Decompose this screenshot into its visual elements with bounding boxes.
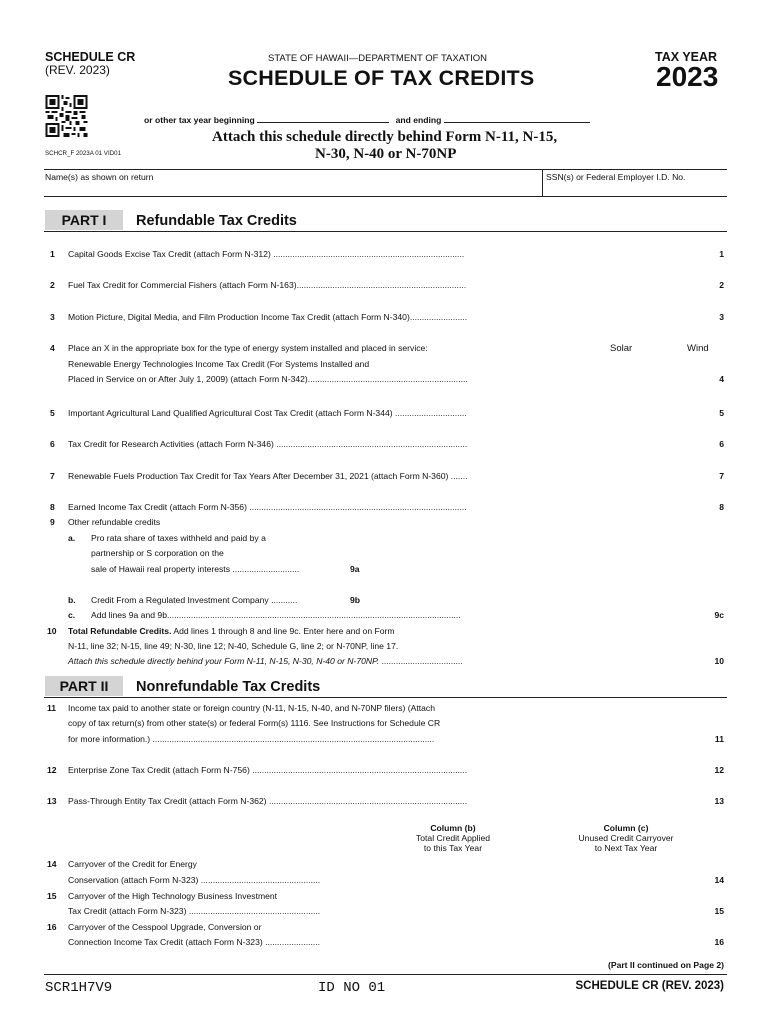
column-c-desc-2: to Next Tax Year (594, 843, 658, 853)
line10-dots: .................................. (379, 656, 463, 666)
agency-name: STATE OF HAWAII—DEPARTMENT OF TAXATION (268, 53, 488, 64)
period-end-field[interactable] (444, 122, 590, 123)
attach-instruction-2: N-30, N-40 or N-70NP (315, 146, 457, 162)
qr-code-icon (44, 95, 89, 137)
tax-period-line (144, 115, 590, 125)
line16-text-1: Carryover of the Cesspool Upgrade, Conversion or (68, 922, 262, 932)
tax-year-label: TAX YEAR (655, 50, 718, 64)
revision: (REV. 2023) (45, 63, 110, 77)
line-number: 14 (47, 859, 57, 869)
footer-scan-code: SCR1H7V9 (45, 980, 113, 996)
line4-text-3: Placed in Service on or After July 1, 2009) (attach Form N-342)................................................................... (68, 374, 468, 384)
name-field[interactable] (44, 182, 540, 196)
line-number: 6 (50, 439, 55, 449)
line-label: Important Agricultural Land Qualified Agricultural Cost Tax Credit (attach Form N-344) .............................. (68, 408, 467, 418)
line-ref: 13 (714, 796, 724, 806)
line9a-tag: a. (68, 533, 76, 543)
line-ref: 5 (719, 408, 724, 418)
column-c-header (556, 823, 696, 853)
divider (44, 169, 727, 170)
line11-text-1: Income tax paid to another state or foreign country (N-11, N-15, N-40, and N-70NP filers) (Attach (68, 703, 435, 713)
solar-checkbox-label[interactable]: Solar (610, 343, 633, 354)
column-c-title: Column (c) (603, 823, 649, 833)
line-ref: 12 (714, 765, 724, 775)
line9a-ref: 9a (350, 564, 360, 574)
line-number: 15 (47, 891, 57, 901)
line-ref: 4 (719, 374, 724, 384)
line10-bold: Total Refundable Credits. (68, 626, 172, 636)
line-label: Fuel Tax Credit for Commercial Fishers (attach Form N-163)....................................................................... (68, 280, 467, 290)
line-number: 16 (47, 922, 57, 932)
line9b-text: Credit From a Regulated Investment Company ........... (91, 595, 298, 605)
column-b-desc-2: to this Tax Year (423, 843, 483, 853)
line-number: 9 (50, 517, 55, 527)
line-label: Enterprise Zone Tax Credit (attach Form N-756) .......................................................................................... (68, 765, 468, 775)
line10-text-3 (68, 656, 463, 666)
period-mid: and ending (395, 115, 442, 125)
line-ref: 16 (714, 937, 724, 947)
tax-year: 2023 (656, 61, 719, 92)
line-label: Capital Goods Excise Tax Credit (attach Form N-312) ................................................................................ (68, 249, 465, 259)
line9a-text-3: sale of Hawaii real property interests ............................ (91, 564, 300, 574)
line-label: Tax Credit for Research Activities (attach Form N-346) ................................................................................ (68, 439, 468, 449)
line11-text-2: copy of tax return(s) from other state(s) or federal Form(s) 1116. See Instructions for Schedule CR (68, 718, 441, 728)
part2-tag: PART II (45, 676, 123, 696)
line9b-tag: b. (68, 595, 76, 605)
ssn-field[interactable] (544, 182, 726, 196)
line9a-text-2: partnership or S corporation on the (91, 548, 224, 558)
line-label: Motion Picture, Digital Media, and Film Production Income Tax Credit (attach Form N-340)........................ (68, 312, 468, 322)
line9-title: Other refundable credits (68, 517, 161, 527)
form-id: SCHCR_F 2023A 01 VID01 (45, 150, 122, 157)
line-label: Pass-Through Entity Tax Credit (attach Form N-362) ................................................................................... (68, 796, 468, 806)
attach-instruction-1: Attach this schedule directly behind Form N-11, N-15, (212, 129, 558, 145)
line9c-tag: c. (68, 610, 76, 620)
line-label: Earned Income Tax Credit (attach Form N-356) ........................................................................................... (68, 502, 467, 512)
line15-text-1: Carryover of the High Technology Business Investment (68, 891, 278, 901)
line-ref: 2 (719, 280, 724, 290)
line14-text-2: Conservation (attach Form N-323) .................................................. (68, 875, 321, 885)
line10-text-1 (68, 626, 395, 636)
column-b-header (385, 823, 521, 853)
line-ref: 10 (714, 656, 724, 666)
footer-id-code: ID NO 01 (318, 980, 386, 996)
line-ref: 14 (714, 875, 724, 885)
line4-text-1: Place an X in the appropriate box for the type of energy system installed and placed in service: (68, 343, 428, 353)
line14-text-1: Carryover of the Credit for Energy (68, 859, 197, 869)
line-number: 11 (47, 703, 57, 713)
line-number: 5 (50, 408, 55, 418)
line-ref: 11 (714, 734, 724, 744)
line-number: 13 (47, 796, 57, 806)
schedule-code: SCHEDULE CR (45, 50, 136, 64)
footer-form-name: SCHEDULE CR (REV. 2023) (575, 980, 724, 992)
line10-rest: Add lines 1 through 8 and line 9c. Enter here and on Form (171, 626, 395, 636)
divider (44, 196, 727, 197)
line16-text-2: Connection Income Tax Credit (attach Form N-323) ....................... (68, 937, 321, 947)
line9c-text: Add lines 9a and 9b........................................................................................................................... (91, 610, 461, 620)
line-ref: 3 (719, 312, 724, 322)
name-label: Name(s) as shown on return (45, 172, 154, 182)
period-begin-field[interactable] (257, 122, 389, 123)
line-number: 1 (50, 249, 55, 259)
wind-checkbox-label[interactable]: Wind (687, 343, 709, 354)
continued-note: (Part II continued on Page 2) (607, 960, 724, 970)
line-number: 7 (50, 471, 55, 481)
ssn-label: SSN(s) or Federal Employer I.D. No. (546, 172, 686, 182)
line-number: 8 (50, 502, 55, 512)
line-ref: 1 (719, 249, 724, 259)
column-b-desc-1: Total Credit Applied (415, 833, 491, 843)
part1-tag: PART I (45, 210, 123, 230)
line-ref: 7 (719, 471, 724, 481)
period-prefix: or other tax year beginning (144, 115, 255, 125)
line-ref: 9c (714, 610, 724, 620)
part1-title: Refundable Tax Credits (136, 213, 297, 229)
line-number: 2 (50, 280, 55, 290)
line-number: 10 (47, 626, 57, 636)
part2-title: Nonrefundable Tax Credits (136, 679, 321, 695)
column-c-desc-1: Unused Credit Carryover (578, 833, 674, 843)
line10-text-2: N-11, line 32; N-15, line 49; N-30, line 12; N-40, Schedule G, line 2; or N-70NP, line 17. (68, 641, 399, 651)
column-b-title: Column (b) (430, 823, 476, 833)
line-label: Renewable Fuels Production Tax Credit for Tax Years After December 31, 2021 (attach Form N-360) ....... (68, 471, 468, 481)
line-ref: 6 (719, 439, 724, 449)
line15-text-2: Tax Credit (attach Form N-323) ....................................................... (68, 906, 321, 916)
line9a-text-1: Pro rata share of taxes withheld and paid by a (91, 533, 266, 543)
line-number: 12 (47, 765, 57, 775)
line11-text-3: for more information.) ...................................................................................................................... (68, 734, 435, 744)
divider (44, 974, 727, 975)
line-ref: 8 (719, 502, 724, 512)
form-title: SCHEDULE OF TAX CREDITS (228, 66, 535, 90)
line10-italic: Attach this schedule directly behind your Form N-11, N-15, N-30, N-40 or N-70NP. (68, 656, 380, 666)
line-number: 3 (50, 312, 55, 322)
line-number: 4 (50, 343, 55, 353)
line4-text-2: Renewable Energy Technologies Income Tax Credit (For Systems Installed and (68, 359, 370, 369)
divider (542, 169, 543, 196)
line9b-ref: 9b (350, 595, 361, 605)
line-ref: 15 (714, 906, 724, 916)
